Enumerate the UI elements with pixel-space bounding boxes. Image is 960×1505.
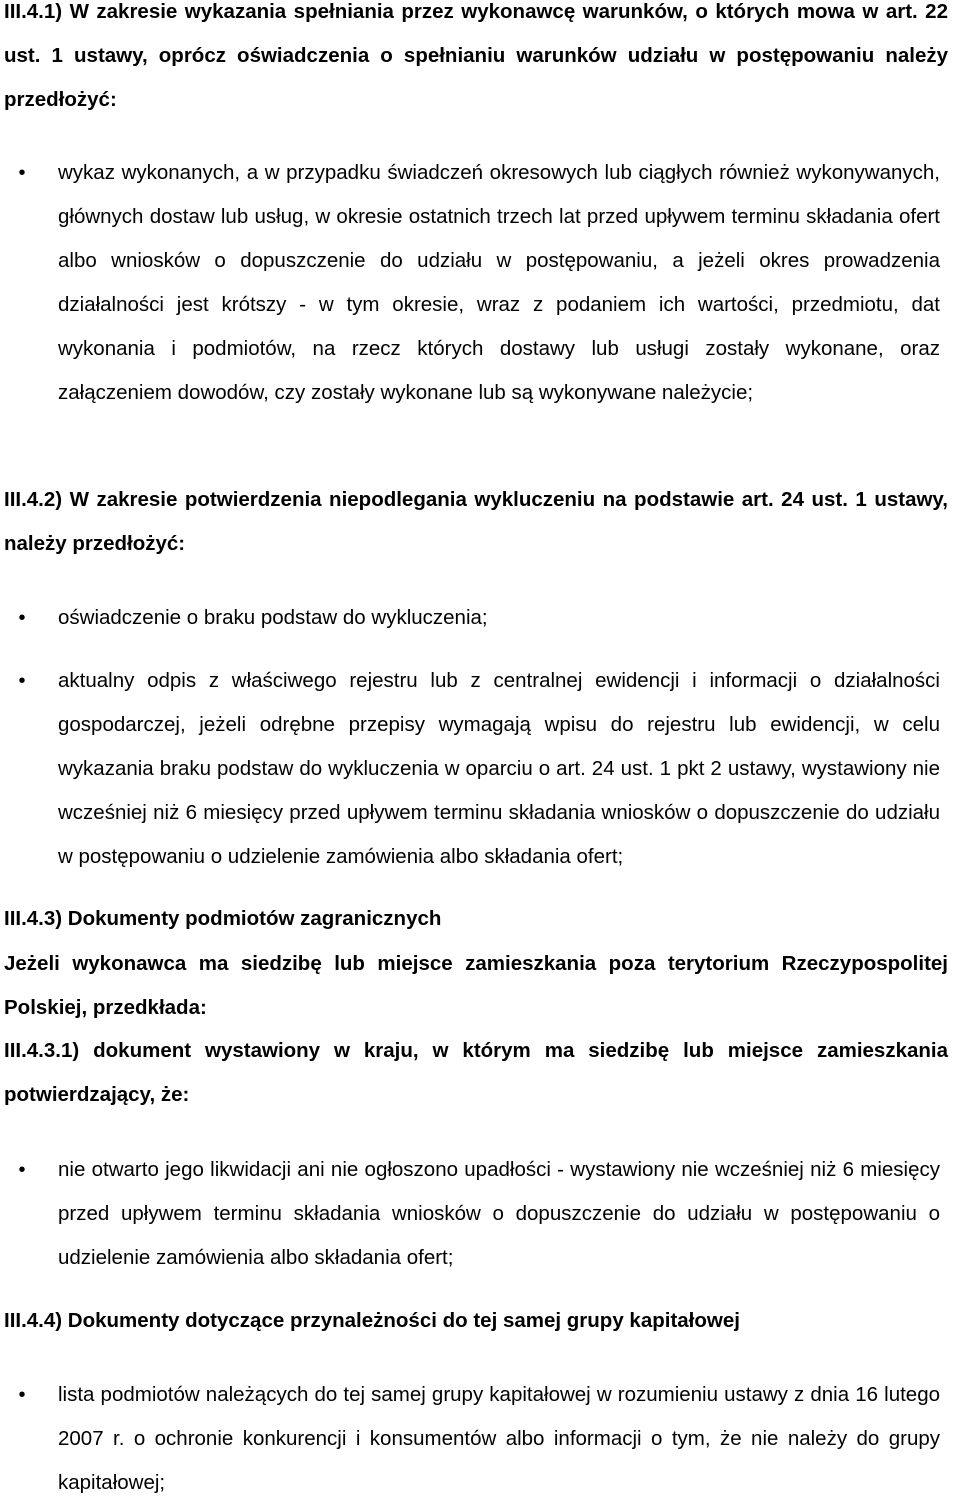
section-heading-III-4-3-1: III.4.3.1) dokument wystawiony w kraju, w którym ma siedzibę lub miejsce zamieszkania potwierdzający, że: bbox=[4, 1039, 948, 1106]
section-heading-III-4-2: III.4.2) W zakresie potwierdzenia niepodlegania wykluczeniu na podstawie art. 24 ust. 1 ustawy, należy przedłożyć: bbox=[4, 488, 948, 555]
section-heading-III-4-4: III.4.4) Dokumenty dotyczące przynależności do tej samej grupy kapitałowej bbox=[4, 1309, 740, 1332]
bullet-icon: • bbox=[18, 1384, 26, 1406]
section-subheading-foreign: Jeżeli wykonawca ma siedzibę lub miejsce zamieszkania poza terytorium Rzeczypospolitej Polskiej, przedkłada: bbox=[4, 952, 948, 1019]
list-item-text: lista podmiotów należących do tej samej grupy kapitałowej w rozumieniu ustawy z dnia 16 lutego 2007 r. o ochronie konkurencji i konsumentów albo informacji o tym, że nie należy do grupy kapitałowej; bbox=[58, 1383, 940, 1494]
bullet-icon: • bbox=[18, 162, 26, 184]
section-heading-III-4-1: III.4.1) W zakresie wykazania spełniania przez wykonawcę warunków, o których mowa w art. 22 ust. 1 ustawy, oprócz oświadczenia o spełnianiu warunków udziału w postępowaniu należy przedłożyć: bbox=[4, 0, 948, 111]
list-item-text: wykaz wykonanych, a w przypadku świadczeń okresowych lub ciągłych również wykonywanych, głównych dostaw lub usług, w okresie ostatnich trzech lat przed upływem terminu składania ofert albo wniosków o dopuszczenie do udziału w postępowaniu, a jeżeli okres prowadzenia działalności jest krótszy - w tym okresie, wraz z podaniem ich wartości, przedmiotu, dat wykonania i podmiotów, na rzecz których dostawy lub usługi zostały wykonane, oraz załączeniem dowodów, czy zostały wykonane lub są wykonywane należycie; bbox=[58, 161, 940, 404]
list-item-text: aktualny odpis z właściwego rejestru lub z centralnej ewidencji i informacji o działalności gospodarczej, jeżeli odrębne przepisy wymagają wpisu do rejestru lub ewidencji, w celu wykazania braku podstaw do wykluczenia w oparciu o art. 24 ust. 1 pkt 2 ustawy, wystawiony nie wcześniej niż 6 miesięcy przed upływem terminu składania wniosków o dopuszczenie do udziału w postępowaniu o udzielenie zamówienia albo składania ofert; bbox=[58, 669, 940, 868]
bullet-icon: • bbox=[18, 670, 26, 692]
list-item-text: nie otwarto jego likwidacji ani nie ogłoszono upadłości - wystawiony nie wcześniej niż 6 miesięcy przed upływem terminu składania wniosków o dopuszczenie do udziału w postępowaniu o udzielenie zamówienia albo składania ofert; bbox=[58, 1158, 940, 1269]
section-heading-III-4-3: III.4.3) Dokumenty podmiotów zagranicznych bbox=[4, 907, 442, 930]
bullet-icon: • bbox=[18, 607, 26, 629]
list-item-text: oświadczenie o braku podstaw do wykluczenia; bbox=[58, 606, 488, 629]
bullet-icon: • bbox=[18, 1159, 26, 1181]
